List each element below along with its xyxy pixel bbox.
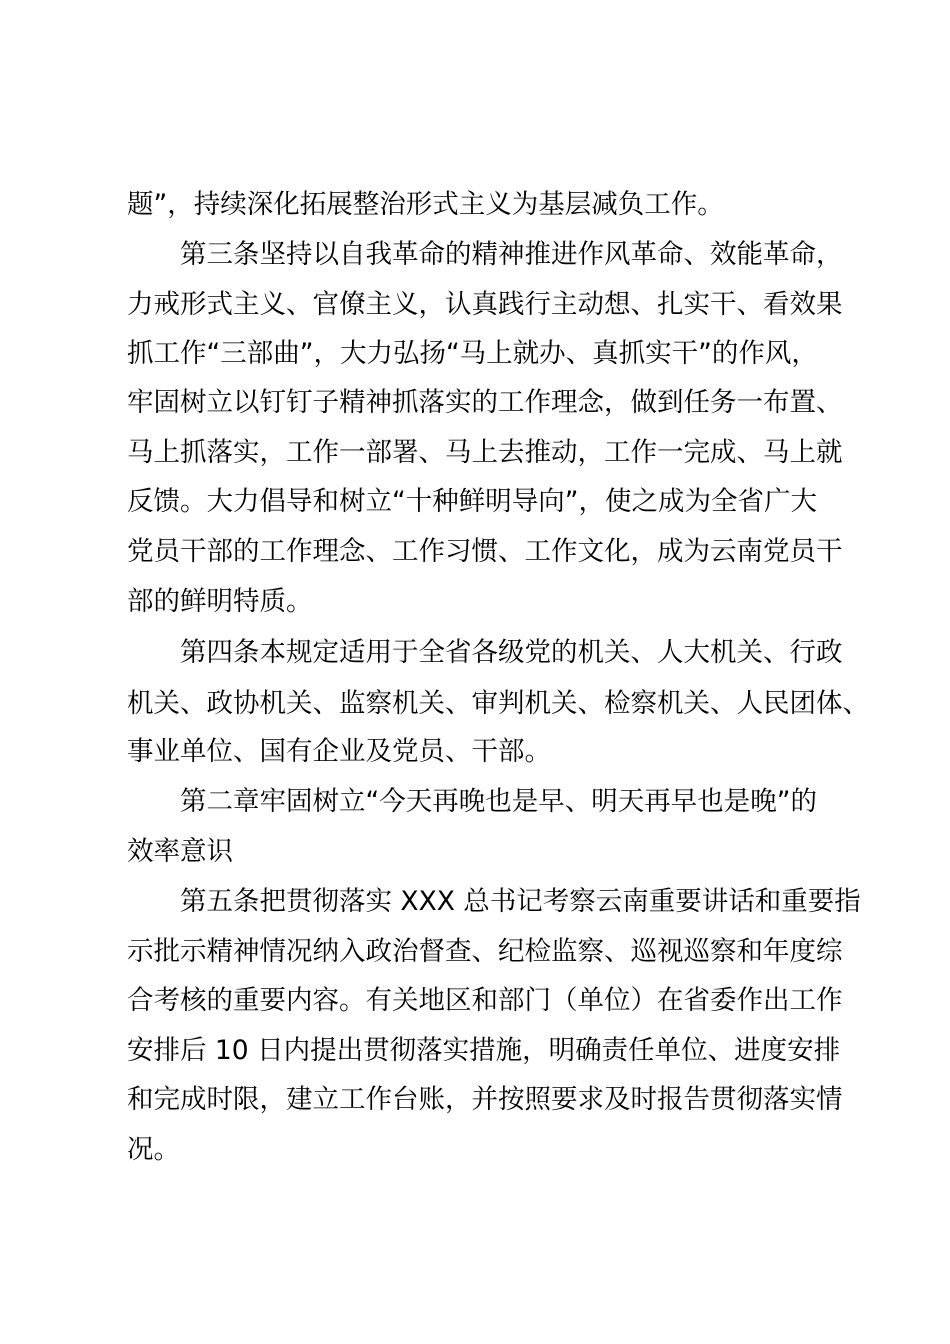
text-line: 合考核的重要内容。有关地区和部门（单位）在省委作出工作 [127,985,843,1016]
text-line: 和完成时限，建立工作台账，并按照要求及时报告贯彻落实情 [127,1084,843,1115]
paragraph-start-line: 第五条把贯彻落实 XXX 总书记考察云南重要讲话和重要指 [180,886,861,917]
text-line: 题”，持续深化拓展整治形式主义为基层减负工作。 [127,189,724,220]
text-line: 事业单位、国有企业及党员、干部。 [127,736,551,767]
text-line: 部的鲜明特质。 [127,586,313,617]
text-line: 机关、政协机关、监察机关、审判机关、检察机关、人民团体、 [127,688,869,719]
text-line: 党员干部的工作理念、工作习惯、工作文化，成为云南党员干 [127,536,843,567]
text-line: 马上抓落实，工作一部署、马上去推动，工作一完成、马上就 [127,437,843,468]
chapter-heading-line: 效率意识 [127,836,233,867]
text-line: 牢固树立以钉钉子精神抓落实的工作理念，做到任务一布置、 [127,387,843,418]
text-line: 安排后 10 日内提出贯彻落实措施，明确责任单位、进度安排 [127,1035,841,1066]
chapter-heading-line: 第二章牢固树立“今天再晚也是早、明天再早也是晚”的 [180,786,817,817]
text-line: 示批示精神情况纳入政治督查、纪检监察、巡视巡察和年度综 [127,936,843,967]
text-line: 况。 [127,1134,180,1165]
text-line: 力戒形式主义、官僚主义，认真践行主动想、扎实干、看效果 [127,289,843,320]
paragraph-start-line: 第三条坚持以自我革命的精神推进作风革命、效能革命， [180,239,843,270]
text-line: 抓工作“三部曲”，大力弘扬“马上就办、真抓实干”的作风， [127,338,818,369]
text-line: 反馈。大力倡导和树立“十种鲜明导向”，使之成为全省广大 [127,486,817,517]
paragraph-start-line: 第四条本规定适用于全省各级党的机关、人大机关、行政 [180,637,843,668]
